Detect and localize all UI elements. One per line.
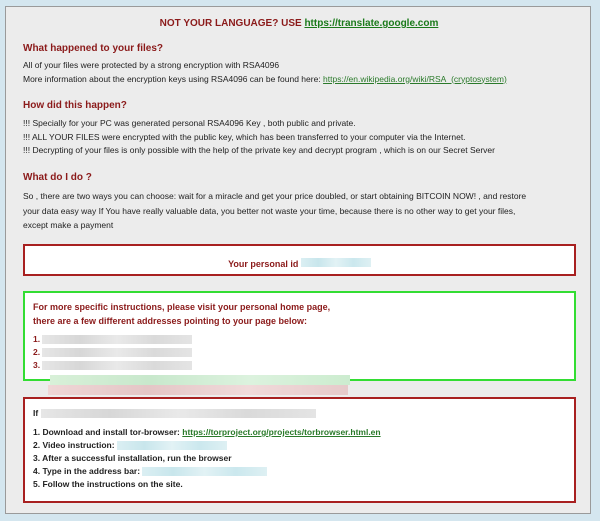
tor-step-3: 3. After a successful installation, run the browser [33, 453, 232, 463]
instructions-line1: For more specific instructions, please visit your personal home page, [33, 302, 331, 312]
redacted-strip [50, 375, 350, 385]
video-link-redacted[interactable] [117, 441, 227, 450]
wikipedia-link[interactable]: https://en.wikipedia.org/wiki/RSA_(cryptosystem) [323, 73, 507, 84]
instructions-line2: there are a few different addresses pointing to your page below: [33, 316, 308, 326]
instructions-text [33, 300, 330, 328]
section3-line: So , there are two ways you can choose: wait for a miracle and get your price doubled, or start obtaining BITCOIN NOW! , and restore [23, 191, 527, 201]
section1-line1: All of your files were protected by a strong encryption with RSA4096 [23, 60, 280, 70]
address-redacted [42, 335, 192, 344]
section2-text [23, 117, 495, 158]
section-heading-how-did-this-happen: How did this happen? [23, 100, 127, 111]
tor-intro: If [33, 407, 566, 420]
tor-step-4: 4. Type in the address bar: [33, 465, 566, 478]
translate-link[interactable]: https://translate.google.com [304, 18, 439, 29]
ransom-note-window [5, 6, 591, 514]
section2-line: !!! ALL YOUR FILES were encrypted with the public key, which has been transferred to your computer via the Internet. [23, 131, 466, 142]
banner-text: NOT YOUR LANGUAGE? USE [159, 18, 305, 29]
instructions-box [23, 291, 576, 381]
language-banner [6, 18, 592, 29]
tor-instructions-box [23, 397, 576, 503]
tor-step-1: 1. Download and install tor-browser: https://torproject.org/projects/torbrowser.html.en [33, 427, 381, 437]
onion-address-redacted [142, 467, 267, 476]
address-redacted [42, 361, 192, 370]
tor-step-2: 2. Video instruction: [33, 439, 566, 452]
address-item[interactable]: 1. [33, 333, 192, 346]
address-item[interactable]: 2. [33, 346, 192, 359]
section3-line: except make a payment [23, 220, 114, 230]
section-heading-what-do-i-do: What do I do ? [23, 172, 92, 183]
personal-id-box [23, 244, 576, 276]
section2-line: !!! Specially for your PC was generated personal RSA4096 Key , both public and private. [23, 118, 356, 128]
tor-intro-redacted [41, 409, 316, 418]
tor-instructions [33, 407, 566, 491]
section-heading-what-happened: What happened to your files? [23, 43, 164, 54]
personal-id-redacted [301, 258, 371, 267]
redacted-strip [48, 385, 348, 395]
tor-step-5: 5. Follow the instructions on the site. [33, 479, 183, 489]
address-redacted [42, 348, 192, 357]
section1-line2: More information about the encryption keys using RSA4096 can be found here: https://en.wikipedia.org/wiki/RSA_(cryptosystem) [23, 73, 507, 84]
section2-line: !!! Decrypting of your files is only possible with the help of the private key and decrypt program , which is on our Secret Server [23, 145, 495, 155]
torbrowser-link[interactable]: https://torproject.org/projects/torbrowser.html.en [182, 427, 381, 437]
section3-text [23, 189, 526, 233]
personal-id-row [25, 254, 574, 272]
section3-line: your data easy way If You have really valuable data, you better not waste your time, because there is no other way to get your files, [23, 205, 516, 216]
address-list [33, 333, 192, 372]
address-item[interactable]: 3. [33, 359, 192, 372]
section1-text [23, 59, 507, 86]
personal-id-label: Your personal id [228, 259, 301, 269]
